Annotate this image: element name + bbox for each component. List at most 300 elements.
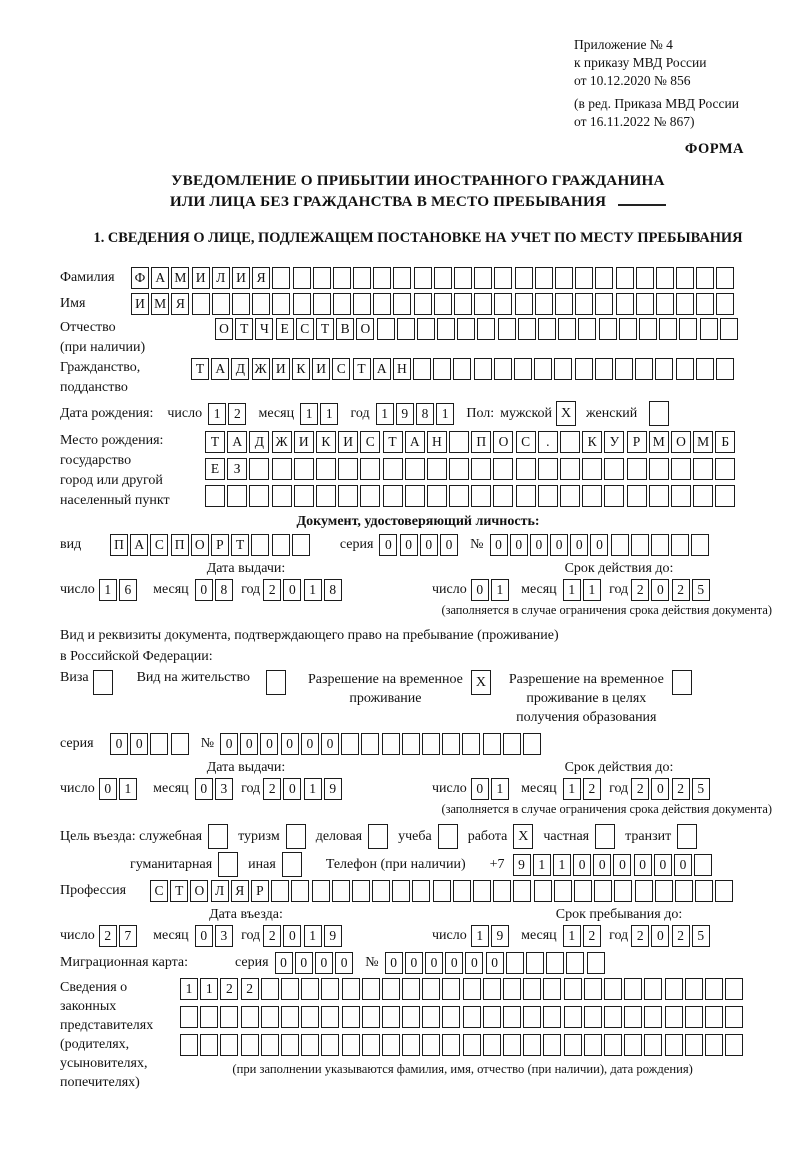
char-cell[interactable] (665, 1006, 683, 1028)
char-cell[interactable] (715, 458, 735, 480)
char-cell[interactable] (293, 293, 311, 315)
char-cell[interactable]: 8 (416, 403, 434, 425)
char-cell[interactable] (546, 952, 564, 974)
char-cell[interactable] (449, 458, 469, 480)
char-cell[interactable] (171, 733, 189, 755)
char-cell[interactable]: И (338, 431, 358, 453)
char-cell[interactable]: . (538, 431, 558, 453)
char-cell[interactable]: 0 (99, 778, 117, 800)
char-cell[interactable] (685, 1006, 703, 1028)
char-cell[interactable]: И (192, 267, 210, 289)
char-cell[interactable] (453, 358, 471, 380)
char-cell[interactable]: Е (205, 458, 225, 480)
char-cell[interactable] (377, 318, 395, 340)
char-cell[interactable]: 1 (436, 403, 454, 425)
char-cell[interactable] (382, 733, 400, 755)
purpose-official-checkbox[interactable] (208, 824, 228, 849)
char-cell[interactable] (294, 458, 314, 480)
char-cell[interactable]: 1 (563, 579, 581, 601)
char-cell[interactable] (252, 293, 270, 315)
char-cell[interactable] (316, 485, 336, 507)
char-cell[interactable] (543, 1006, 561, 1028)
char-cell[interactable] (360, 458, 380, 480)
char-cell[interactable] (272, 534, 290, 556)
char-cell[interactable] (705, 978, 723, 1000)
char-cell[interactable]: 0 (471, 778, 489, 800)
char-cell[interactable] (696, 293, 714, 315)
char-cell[interactable]: 9 (513, 854, 531, 876)
char-cell[interactable] (462, 733, 480, 755)
char-cell[interactable]: И (272, 358, 290, 380)
char-cell[interactable]: Т (316, 318, 334, 340)
char-cell[interactable] (392, 880, 410, 902)
char-cell[interactable] (338, 485, 358, 507)
char-cell[interactable]: 0 (420, 534, 438, 556)
purpose-other-checkbox[interactable] (282, 852, 302, 877)
char-cell[interactable] (362, 978, 380, 1000)
char-cell[interactable]: 5 (692, 778, 710, 800)
char-cell[interactable]: Т (383, 431, 403, 453)
char-cell[interactable]: З (227, 458, 247, 480)
char-cell[interactable]: А (130, 534, 148, 556)
char-cell[interactable] (644, 978, 662, 1000)
char-cell[interactable] (635, 358, 653, 380)
char-cell[interactable] (471, 485, 491, 507)
char-cell[interactable]: 1 (563, 778, 581, 800)
char-cell[interactable]: А (373, 358, 391, 380)
char-cell[interactable] (705, 1006, 723, 1028)
char-cell[interactable] (393, 267, 411, 289)
char-cell[interactable]: И (131, 293, 149, 315)
char-cell[interactable]: 1 (471, 925, 489, 947)
sex-male-checkbox[interactable]: X (556, 401, 576, 426)
char-cell[interactable] (301, 1034, 319, 1056)
char-cell[interactable] (463, 1006, 481, 1028)
char-cell[interactable] (611, 534, 629, 556)
char-cell[interactable] (503, 978, 521, 1000)
char-cell[interactable] (338, 458, 358, 480)
char-cell[interactable] (584, 1034, 602, 1056)
char-cell[interactable] (604, 978, 622, 1000)
char-cell[interactable] (696, 267, 714, 289)
char-cell[interactable] (655, 358, 673, 380)
char-cell[interactable]: Т (353, 358, 371, 380)
char-cell[interactable]: 1 (304, 778, 322, 800)
char-cell[interactable]: Т (231, 534, 249, 556)
char-cell[interactable]: 0 (195, 925, 213, 947)
char-cell[interactable]: Е (276, 318, 294, 340)
char-cell[interactable] (594, 880, 612, 902)
char-cell[interactable]: 0 (550, 534, 568, 556)
char-cell[interactable]: 2 (220, 978, 238, 1000)
purpose-transit-checkbox[interactable] (677, 824, 697, 849)
char-cell[interactable]: 1 (200, 978, 218, 1000)
char-cell[interactable] (180, 1034, 198, 1056)
char-cell[interactable] (506, 952, 524, 974)
char-cell[interactable]: Ч (255, 318, 273, 340)
char-cell[interactable]: 9 (491, 925, 509, 947)
char-cell[interactable] (321, 1034, 339, 1056)
char-cell[interactable] (518, 318, 536, 340)
char-cell[interactable]: И (294, 431, 314, 453)
char-cell[interactable] (558, 318, 576, 340)
char-cell[interactable]: Т (235, 318, 253, 340)
char-cell[interactable] (671, 485, 691, 507)
char-cell[interactable] (422, 978, 440, 1000)
char-cell[interactable] (503, 1006, 521, 1028)
char-cell[interactable]: Я (252, 267, 270, 289)
char-cell[interactable]: 0 (321, 733, 339, 755)
char-cell[interactable] (442, 1006, 460, 1028)
char-cell[interactable] (463, 978, 481, 1000)
char-cell[interactable] (575, 293, 593, 315)
char-cell[interactable]: 0 (440, 534, 458, 556)
char-cell[interactable] (301, 978, 319, 1000)
char-cell[interactable]: О (190, 880, 208, 902)
char-cell[interactable] (560, 458, 580, 480)
char-cell[interactable] (272, 293, 290, 315)
char-cell[interactable] (402, 733, 420, 755)
char-cell[interactable]: 2 (263, 579, 281, 601)
char-cell[interactable]: М (693, 431, 713, 453)
char-cell[interactable] (463, 1034, 481, 1056)
char-cell[interactable] (696, 358, 714, 380)
char-cell[interactable] (691, 534, 709, 556)
char-cell[interactable] (700, 318, 718, 340)
char-cell[interactable] (624, 1006, 642, 1028)
char-cell[interactable] (566, 952, 584, 974)
char-cell[interactable] (538, 318, 556, 340)
purpose-humanitarian-checkbox[interactable] (218, 852, 238, 877)
char-cell[interactable]: Л (212, 267, 230, 289)
char-cell[interactable] (523, 1034, 541, 1056)
char-cell[interactable] (483, 978, 501, 1000)
char-cell[interactable] (604, 458, 624, 480)
char-cell[interactable] (474, 358, 492, 380)
char-cell[interactable] (341, 733, 359, 755)
char-cell[interactable] (150, 733, 168, 755)
char-cell[interactable] (725, 978, 743, 1000)
char-cell[interactable] (619, 318, 637, 340)
char-cell[interactable]: 0 (651, 925, 669, 947)
char-cell[interactable] (644, 1034, 662, 1056)
char-cell[interactable] (393, 293, 411, 315)
char-cell[interactable]: С (150, 880, 168, 902)
char-cell[interactable] (192, 293, 210, 315)
char-cell[interactable] (655, 880, 673, 902)
char-cell[interactable] (442, 978, 460, 1000)
char-cell[interactable]: 0 (405, 952, 423, 974)
char-cell[interactable] (449, 431, 469, 453)
char-cell[interactable] (498, 318, 516, 340)
char-cell[interactable] (587, 952, 605, 974)
char-cell[interactable] (627, 458, 647, 480)
char-cell[interactable]: Д (249, 431, 269, 453)
char-cell[interactable]: 0 (281, 733, 299, 755)
char-cell[interactable]: И (232, 267, 250, 289)
char-cell[interactable] (373, 267, 391, 289)
char-cell[interactable] (427, 458, 447, 480)
char-cell[interactable] (555, 267, 573, 289)
char-cell[interactable]: 8 (324, 579, 342, 601)
char-cell[interactable]: 9 (324, 778, 342, 800)
char-cell[interactable] (422, 1006, 440, 1028)
char-cell[interactable]: 2 (99, 925, 117, 947)
char-cell[interactable]: 0 (573, 854, 591, 876)
char-cell[interactable] (437, 318, 455, 340)
char-cell[interactable]: П (171, 534, 189, 556)
char-cell[interactable]: 1 (491, 778, 509, 800)
char-cell[interactable]: 0 (335, 952, 353, 974)
char-cell[interactable] (635, 880, 653, 902)
char-cell[interactable] (582, 485, 602, 507)
char-cell[interactable] (513, 880, 531, 902)
char-cell[interactable]: 9 (396, 403, 414, 425)
char-cell[interactable]: 0 (130, 733, 148, 755)
char-cell[interactable]: 2 (672, 579, 690, 601)
char-cell[interactable] (575, 267, 593, 289)
char-cell[interactable] (332, 880, 350, 902)
char-cell[interactable] (534, 358, 552, 380)
char-cell[interactable] (205, 485, 225, 507)
char-cell[interactable] (316, 458, 336, 480)
char-cell[interactable] (212, 293, 230, 315)
char-cell[interactable] (494, 293, 512, 315)
char-cell[interactable]: 1 (300, 403, 318, 425)
char-cell[interactable]: 2 (263, 925, 281, 947)
char-cell[interactable] (715, 880, 733, 902)
char-cell[interactable] (516, 458, 536, 480)
visa-checkbox[interactable] (93, 670, 113, 695)
char-cell[interactable] (555, 293, 573, 315)
char-cell[interactable] (412, 880, 430, 902)
char-cell[interactable] (543, 978, 561, 1000)
char-cell[interactable]: К (316, 431, 336, 453)
char-cell[interactable] (578, 318, 596, 340)
char-cell[interactable] (227, 485, 247, 507)
char-cell[interactable]: 2 (631, 778, 649, 800)
char-cell[interactable]: Т (205, 431, 225, 453)
char-cell[interactable]: 1 (119, 778, 137, 800)
char-cell[interactable] (249, 458, 269, 480)
char-cell[interactable] (232, 293, 250, 315)
char-cell[interactable] (342, 978, 360, 1000)
char-cell[interactable] (649, 458, 669, 480)
char-cell[interactable]: 0 (593, 854, 611, 876)
char-cell[interactable] (433, 358, 451, 380)
char-cell[interactable] (716, 293, 734, 315)
char-cell[interactable] (293, 267, 311, 289)
char-cell[interactable] (535, 293, 553, 315)
char-cell[interactable]: 0 (283, 925, 301, 947)
char-cell[interactable] (474, 293, 492, 315)
char-cell[interactable]: П (110, 534, 128, 556)
char-cell[interactable] (554, 880, 572, 902)
char-cell[interactable] (493, 485, 513, 507)
char-cell[interactable] (241, 1034, 259, 1056)
char-cell[interactable] (442, 1034, 460, 1056)
char-cell[interactable] (281, 978, 299, 1000)
char-cell[interactable] (261, 1034, 279, 1056)
char-cell[interactable]: 9 (324, 925, 342, 947)
char-cell[interactable] (564, 1034, 582, 1056)
char-cell[interactable] (321, 978, 339, 1000)
char-cell[interactable] (693, 485, 713, 507)
sex-female-checkbox[interactable] (649, 401, 669, 426)
char-cell[interactable] (454, 267, 472, 289)
char-cell[interactable]: В (336, 318, 354, 340)
char-cell[interactable]: 0 (283, 579, 301, 601)
char-cell[interactable] (241, 1006, 259, 1028)
char-cell[interactable]: 0 (613, 854, 631, 876)
char-cell[interactable]: 2 (672, 778, 690, 800)
char-cell[interactable]: 2 (241, 978, 259, 1000)
char-cell[interactable] (715, 485, 735, 507)
char-cell[interactable]: С (360, 431, 380, 453)
char-cell[interactable]: 1 (304, 579, 322, 601)
char-cell[interactable] (301, 1006, 319, 1028)
char-cell[interactable] (291, 880, 309, 902)
char-cell[interactable] (644, 1006, 662, 1028)
char-cell[interactable]: 0 (301, 733, 319, 755)
char-cell[interactable]: 1 (304, 925, 322, 947)
char-cell[interactable]: 6 (119, 579, 137, 601)
char-cell[interactable] (382, 1034, 400, 1056)
char-cell[interactable] (413, 358, 431, 380)
char-cell[interactable] (483, 1034, 501, 1056)
char-cell[interactable] (292, 534, 310, 556)
char-cell[interactable]: О (671, 431, 691, 453)
char-cell[interactable] (564, 978, 582, 1000)
purpose-study-checkbox[interactable] (438, 824, 458, 849)
char-cell[interactable] (352, 880, 370, 902)
char-cell[interactable] (676, 293, 694, 315)
char-cell[interactable]: П (471, 431, 491, 453)
char-cell[interactable] (493, 458, 513, 480)
char-cell[interactable] (584, 1006, 602, 1028)
char-cell[interactable] (725, 1034, 743, 1056)
char-cell[interactable] (433, 880, 451, 902)
char-cell[interactable] (679, 318, 697, 340)
char-cell[interactable]: 0 (445, 952, 463, 974)
char-cell[interactable]: К (292, 358, 310, 380)
char-cell[interactable] (434, 293, 452, 315)
char-cell[interactable]: 2 (228, 403, 246, 425)
char-cell[interactable] (503, 1034, 521, 1056)
char-cell[interactable] (312, 880, 330, 902)
char-cell[interactable]: 0 (651, 579, 669, 601)
char-cell[interactable] (685, 978, 703, 1000)
char-cell[interactable] (402, 1006, 420, 1028)
char-cell[interactable]: Р (211, 534, 229, 556)
char-cell[interactable]: 3 (215, 925, 233, 947)
char-cell[interactable] (454, 293, 472, 315)
char-cell[interactable]: 0 (510, 534, 528, 556)
char-cell[interactable]: 0 (530, 534, 548, 556)
char-cell[interactable] (676, 358, 694, 380)
temp-residence-checkbox[interactable]: X (471, 670, 491, 695)
char-cell[interactable]: 0 (654, 854, 672, 876)
char-cell[interactable]: 0 (379, 534, 397, 556)
char-cell[interactable] (526, 952, 544, 974)
char-cell[interactable] (616, 267, 634, 289)
char-cell[interactable] (604, 485, 624, 507)
char-cell[interactable] (417, 318, 435, 340)
char-cell[interactable]: 2 (583, 778, 601, 800)
char-cell[interactable] (372, 880, 390, 902)
char-cell[interactable]: 1 (208, 403, 226, 425)
char-cell[interactable] (614, 880, 632, 902)
char-cell[interactable]: 2 (583, 925, 601, 947)
char-cell[interactable] (321, 1006, 339, 1028)
char-cell[interactable] (604, 1034, 622, 1056)
char-cell[interactable]: Д (231, 358, 249, 380)
char-cell[interactable]: С (296, 318, 314, 340)
char-cell[interactable]: Л (211, 880, 229, 902)
char-cell[interactable] (200, 1034, 218, 1056)
char-cell[interactable]: О (356, 318, 374, 340)
char-cell[interactable]: М (649, 431, 669, 453)
char-cell[interactable] (665, 1034, 683, 1056)
char-cell[interactable]: Б (715, 431, 735, 453)
char-cell[interactable]: О (493, 431, 513, 453)
char-cell[interactable]: 2 (631, 925, 649, 947)
char-cell[interactable] (595, 358, 613, 380)
char-cell[interactable] (200, 1006, 218, 1028)
char-cell[interactable]: Я (171, 293, 189, 315)
char-cell[interactable] (434, 267, 452, 289)
char-cell[interactable]: Р (627, 431, 647, 453)
char-cell[interactable] (281, 1034, 299, 1056)
char-cell[interactable]: 8 (215, 579, 233, 601)
char-cell[interactable]: 0 (110, 733, 128, 755)
char-cell[interactable] (616, 293, 634, 315)
char-cell[interactable]: 1 (180, 978, 198, 1000)
char-cell[interactable] (694, 854, 712, 876)
char-cell[interactable] (261, 978, 279, 1000)
char-cell[interactable] (272, 267, 290, 289)
char-cell[interactable] (449, 485, 469, 507)
char-cell[interactable] (414, 267, 432, 289)
char-cell[interactable]: А (227, 431, 247, 453)
char-cell[interactable]: 0 (634, 854, 652, 876)
char-cell[interactable] (651, 534, 669, 556)
char-cell[interactable] (483, 733, 501, 755)
char-cell[interactable] (405, 458, 425, 480)
char-cell[interactable] (362, 1034, 380, 1056)
char-cell[interactable]: 0 (260, 733, 278, 755)
char-cell[interactable] (281, 1006, 299, 1028)
char-cell[interactable] (494, 358, 512, 380)
char-cell[interactable]: 0 (651, 778, 669, 800)
char-cell[interactable] (402, 1034, 420, 1056)
char-cell[interactable] (584, 978, 602, 1000)
char-cell[interactable]: 0 (570, 534, 588, 556)
char-cell[interactable]: 0 (490, 534, 508, 556)
char-cell[interactable] (313, 293, 331, 315)
char-cell[interactable] (523, 978, 541, 1000)
char-cell[interactable] (249, 485, 269, 507)
char-cell[interactable]: С (516, 431, 536, 453)
char-cell[interactable]: 1 (563, 925, 581, 947)
purpose-private-checkbox[interactable] (595, 824, 615, 849)
char-cell[interactable]: 0 (315, 952, 333, 974)
char-cell[interactable]: С (150, 534, 168, 556)
char-cell[interactable] (402, 978, 420, 1000)
char-cell[interactable] (523, 733, 541, 755)
char-cell[interactable] (538, 485, 558, 507)
char-cell[interactable] (373, 293, 391, 315)
